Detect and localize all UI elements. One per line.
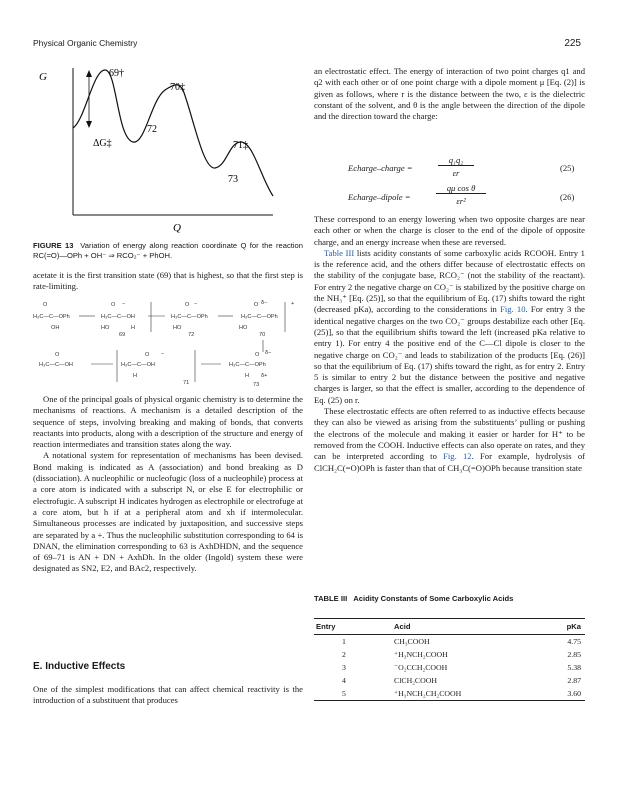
eq26-lhs: Echarge–dipole = [348,192,411,202]
label-73: 73 [228,174,238,185]
dg-arrow-head-bottom [86,121,92,128]
fig-10-link[interactable]: Fig. 10 [500,304,526,315]
scheme-molecule-row2a: H₃C—C—OH [39,362,73,368]
scheme-atom-oh: OH [51,325,60,331]
figure-13-caption-text: Variation of energy along reaction coordinate Q for the reaction RC(=O)—OPh + OH⁻ ⇒ RCO₂⁻ + PhOH. [33,241,303,260]
scheme-atom-o: O [185,302,190,308]
scheme-atom-o: O [145,352,150,358]
eq26-number: (26) [560,192,575,202]
dg-arrow-head-top [86,70,92,77]
running-title: Physical Organic Chemistry [33,38,138,48]
paragraph-inductive-intro: One of the simplest modifications that can affect chemical reactivity is the introduction of a substituent that produces [33,684,303,706]
scheme-molecule-71: H₃C—C—OH [121,362,155,368]
table-row: 4 ClCH₂COOH 2.87 [342,676,581,685]
col-header-pka: pKa [550,619,585,635]
col-header-entry: Entry [314,619,360,635]
table-row: 1 CH₃COOH 4.75 [342,637,581,646]
scheme-atom-h: H [131,325,136,331]
table-row: 5 ⁺H₃NCH₂CH₂COOH 3.60 [314,687,585,701]
paragraph-electrostatic: an electrostatic effect. The energy of interaction of two point charges q1 and q2 with each other or of one point charge with a dipole moment μ [Eq. (2)] is given as follows, where r is the distance between the two, ε is the dielectric constant of the solvent, and θ is the angle between the direction of the dipole and the direction toward the charge: [314,66,585,122]
eq25-number: (25) [560,163,575,173]
scheme-charge-minus: − [194,301,198,307]
scheme-atom-ho: HO [173,325,182,331]
scheme-charge-delta-minus: δ− [261,300,268,306]
scheme-charge-minus: − [161,351,165,357]
paragraph-acetate: acetate it is the first transition state (69) that is highest, so that the first step is rate-limiting. [33,270,303,292]
table-row: 3 ⁻O₂CCH₂COOH 5.38 [342,663,581,672]
scheme-charge-delta-minus: δ− [265,350,272,356]
col-header-acid: Acid [360,619,550,635]
figure-13-energy-profile [33,60,305,235]
scheme-charge-delta-plus: δ+ [261,373,268,379]
scheme-label-73: 73 [253,382,260,388]
table-row: 2 ⁺H₃NCH₂COOH 2.85 [342,650,581,659]
scheme-molecule-70b: H₃C—C—OPh [241,314,278,320]
label-69: 69† [109,68,124,79]
label-70: 70‡ [170,82,185,93]
scheme-atom-o: O [111,302,116,308]
eq26-denominator: εr² [456,196,466,206]
scheme-label-72: 72 [188,332,195,338]
scheme-molecule-70a: H₃C—C—OPh [171,314,208,320]
axis-label-g: G [39,71,47,83]
table-iii-title [314,594,574,604]
figure-13-label: FIGURE 13 [33,241,74,250]
label-72: 72 [147,124,157,135]
eq26-numerator: qμ cos θ [436,183,486,194]
scheme-atom-o: O [55,352,60,358]
scheme-label-71: 71 [183,380,190,386]
scheme-atom-o: O [254,302,259,308]
scheme-label-69: 69 [119,332,126,338]
eq25-lhs: Echarge–charge = [348,163,413,173]
section-heading-inductive-effects: E. Inductive Effects [33,661,126,672]
scheme-atom-ho: HO [101,325,110,331]
scheme-atom-o: O [43,302,48,308]
fig-12-link[interactable]: Fig. 12 [443,451,472,462]
scheme-molecule-72: H₃C—C—OH [101,314,135,320]
reaction-scheme [33,298,305,390]
scheme-molecule-73: H₃C—C—OPh [229,362,266,368]
page-number: 225 [564,38,581,49]
scheme-atom-h: H [245,373,250,379]
eq25-numerator: q₁q₂ [438,155,474,166]
scheme-molecule-69: H₃C—C—OPh [33,314,70,320]
label-71: 71‡ [233,140,248,151]
scheme-atom-ho: HO [239,325,248,331]
paragraph-mechanisms: One of the principal goals of physical organic chemistry is to determine the mechanisms of reactions. A mechanism is a detailed description of the sequence of steps, involving breaking and making of bonds, that converts reactants into products, along with a description of the structure and energy of reaction intermediates and transition states along the way. A notational system for representation of mechanisms has been devised. Bond making is indicated as A (association) and bond breaking as D (dissociation). A nucleophilic or nucleofugic (loss of a nucleophile) process at a core atom is indicated with a subscript N, or else E for electrophilic or electrofugic. A subscript H indicates hydrogen as electrophile or electrofuge at a core atom, but h if at a peripheral atom and xh if intermolecular. Simultaneous processes are indicated by juxtaposition, and successive steps are separated by a +. Thus the nucleophilic substitution corresponding to 64 is DNAN, the elimination corresponding to 63 is AxhDHDN, and the sequence of 69–71 is AN + DN + AxhDh. In the older (Ingold) system these were designated as SN2, E2, and BAc2, respectively. [33,394,303,574]
table-iii-label: TABLE III [314,594,348,603]
scheme-charge-minus: − [122,301,126,307]
scheme-atom-h: H [133,373,138,379]
paragraph-energy-lowering: These correspond to an energy lowering when two opposite charges are near each other or when the charge is closer to the end of the dipole of opposite charge, and an energy increase when these are reversed. Table III lists acidity constants of some carboxylic acids RCOOH. Entry 1 is the reference acid, and the others differ because of electrostatic effects on the stability of the conjugate base, RCO₂⁻ (not the stability of the reactant). For entry 2 the negative charge on CO₂⁻ is stabilized by the positive charge on the NH₃⁺ [Eq. (25)], so that the equilibrium of Eq. (17) shifts toward the right (decreased pKa), according to the considerations in Fig. 10. For entry 3 the identical negative charges on the two CO₂⁻ groups destabilize each other [Eq. (25)], so that the equilibrium shifts toward the left (increased pKa relative to entry 1). For entry 4 the positive end of the C—Cl dipole is closer to the negative charge on CO₂⁻ and leads to stabilization of the products [Eq. (26)] so that the equilibrium of Eq. (17) shifts toward the right, as for entry 2. Entry 5 is similar to entry 2 but the distance between the positive and negative charges is larger, so that the effect is smaller, according to the dependence of Eq. (25) on r. These electrostatic effects are often referred to as inductive effects because they can also be viewed as arising from the substituents’ pulling or pushing the electrons of the molecule and making it easier or harder for H⁺ to be removed from the COOH. Inductive effects can also operate on rates, and they can be interpreted according to Fig. 12. For example, hydrolysis of ClCH₂C(=O)OPh is faster than that of CH₃C(=O)OPh because transition state [314,214,585,473]
table-header-row [314,619,585,635]
scheme-label-70: 70 [259,332,266,338]
scheme-atom-o: O [255,352,260,358]
table-iii [314,618,585,701]
table-iii-link[interactable]: Table III [324,247,355,258]
figure-13-caption [33,241,303,260]
scheme-charge-plus: + [291,301,295,307]
eq25-denominator: εr [452,168,460,178]
table-iii-caption: Acidity Constants of Some Carboxylic Acids [353,594,514,603]
label-dg: ΔG‡ [93,138,112,149]
axis-label-q: Q [173,222,181,234]
